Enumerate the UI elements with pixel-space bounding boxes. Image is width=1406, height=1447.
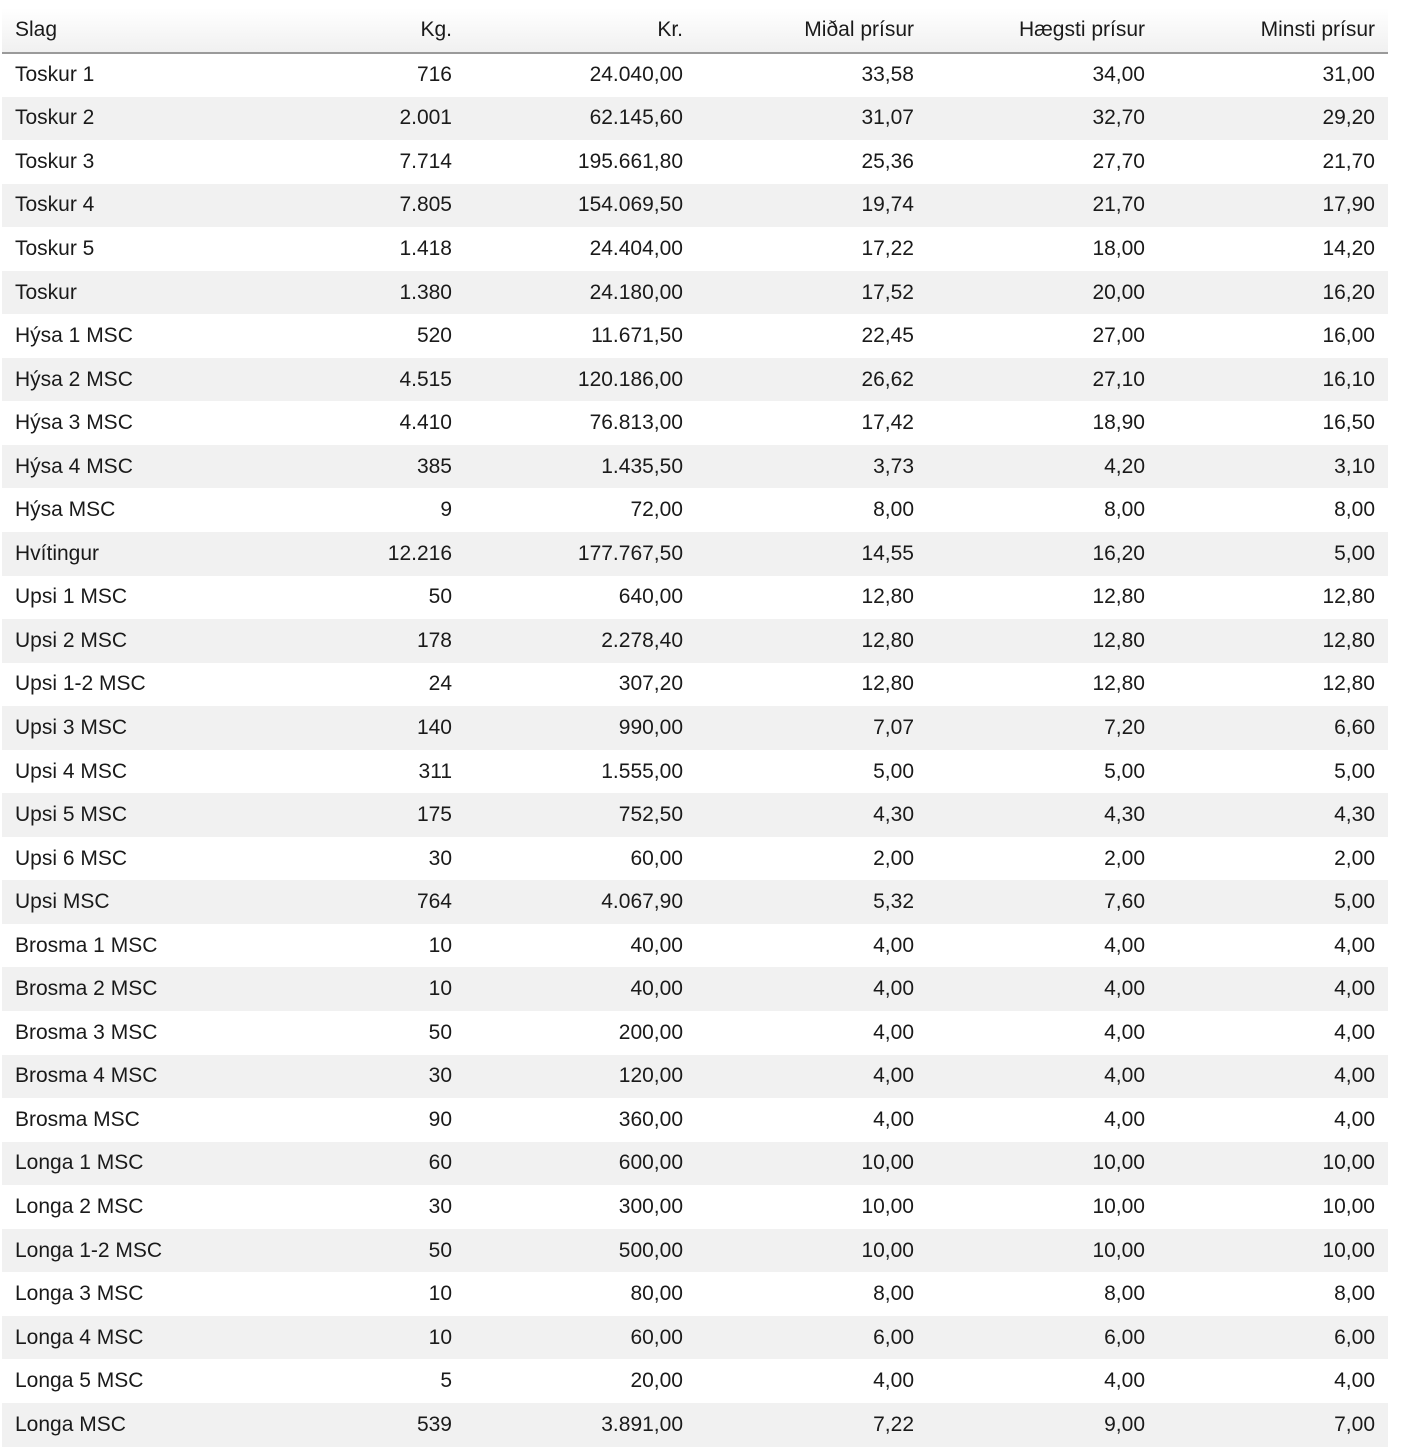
kg-cell: 2.001 bbox=[399, 106, 452, 130]
table-row bbox=[2, 1272, 1388, 1316]
highest-price-cell: 12,80 bbox=[1092, 672, 1145, 696]
table-row bbox=[2, 880, 1388, 924]
table-row bbox=[2, 619, 1388, 663]
species-cell: Hýsa 3 MSC bbox=[15, 411, 133, 435]
species-cell: Upsi 4 MSC bbox=[15, 759, 128, 783]
kg-cell: 50 bbox=[428, 585, 452, 609]
highest-price-cell: 21,70 bbox=[1092, 193, 1145, 217]
kr-cell: 72,00 bbox=[630, 498, 683, 522]
lowest-price-cell: 10,00 bbox=[1322, 1238, 1375, 1262]
table-row bbox=[2, 314, 1388, 358]
kr-cell: 24.404,00 bbox=[589, 236, 683, 260]
kg-cell: 140 bbox=[416, 715, 452, 739]
species-cell: Longa 5 MSC bbox=[15, 1369, 144, 1393]
kr-cell: 120.186,00 bbox=[577, 367, 683, 391]
lowest-price-cell: 4,30 bbox=[1334, 803, 1375, 827]
species-cell: Hýsa 2 MSC bbox=[15, 367, 133, 391]
kr-cell: 76.813,00 bbox=[589, 411, 683, 435]
average-price-cell: 22,45 bbox=[861, 324, 914, 348]
average-price-cell: 3,73 bbox=[873, 454, 914, 478]
column-header-kr[interactable]: Kr. bbox=[465, 8, 696, 53]
table-row bbox=[2, 1055, 1388, 1099]
species-cell: Upsi 3 MSC bbox=[15, 715, 128, 739]
lowest-price-cell: 5,00 bbox=[1334, 759, 1375, 783]
kr-cell: 24.040,00 bbox=[589, 63, 683, 87]
kg-cell: 10 bbox=[428, 933, 452, 957]
kg-cell: 12.216 bbox=[387, 541, 452, 565]
kg-cell: 50 bbox=[428, 1020, 452, 1044]
kr-cell: 752,50 bbox=[618, 803, 683, 827]
species-cell: Hýsa 4 MSC bbox=[15, 454, 133, 478]
table-row bbox=[2, 1011, 1388, 1055]
table-row bbox=[2, 924, 1388, 968]
lowest-price-cell: 4,00 bbox=[1334, 1369, 1375, 1393]
table-row bbox=[2, 750, 1388, 794]
kg-cell: 520 bbox=[416, 324, 452, 348]
kg-cell: 90 bbox=[428, 1107, 452, 1131]
average-price-cell: 4,00 bbox=[873, 1020, 914, 1044]
kr-cell: 2.278,40 bbox=[601, 628, 683, 652]
header-row bbox=[2, 8, 1388, 53]
kg-cell: 1.418 bbox=[399, 236, 452, 260]
table-row bbox=[2, 1316, 1388, 1360]
highest-price-cell: 12,80 bbox=[1092, 585, 1145, 609]
species-cell: Hýsa MSC bbox=[15, 498, 116, 522]
average-price-cell: 31,07 bbox=[861, 106, 914, 130]
species-cell: Toskur 5 bbox=[15, 236, 95, 260]
kr-cell: 360,00 bbox=[618, 1107, 683, 1131]
lowest-price-cell: 10,00 bbox=[1322, 1151, 1375, 1175]
lowest-price-cell: 14,20 bbox=[1322, 236, 1375, 260]
lowest-price-cell: 3,10 bbox=[1334, 454, 1375, 478]
kg-cell: 60 bbox=[428, 1151, 452, 1175]
kg-cell: 9 bbox=[440, 498, 452, 522]
average-price-cell: 4,30 bbox=[873, 803, 914, 827]
table-row bbox=[2, 184, 1388, 228]
kg-cell: 10 bbox=[428, 977, 452, 1001]
highest-price-cell: 20,00 bbox=[1092, 280, 1145, 304]
average-price-cell: 25,36 bbox=[861, 149, 914, 173]
kr-cell: 1.555,00 bbox=[601, 759, 683, 783]
lowest-price-cell: 4,00 bbox=[1334, 1020, 1375, 1044]
lowest-price-cell: 4,00 bbox=[1334, 1064, 1375, 1088]
table-row bbox=[2, 97, 1388, 141]
average-price-cell: 7,22 bbox=[873, 1412, 914, 1436]
kg-cell: 5 bbox=[440, 1369, 452, 1393]
species-cell: Toskur 3 bbox=[15, 149, 95, 173]
table-row bbox=[2, 1359, 1388, 1403]
kg-cell: 7.805 bbox=[399, 193, 452, 217]
kg-cell: 178 bbox=[416, 628, 452, 652]
highest-price-cell: 7,20 bbox=[1104, 715, 1145, 739]
lowest-price-cell: 16,20 bbox=[1322, 280, 1375, 304]
table-row bbox=[2, 445, 1388, 489]
lowest-price-cell: 16,00 bbox=[1322, 324, 1375, 348]
kg-cell: 175 bbox=[416, 803, 452, 827]
species-cell: Hvítingur bbox=[15, 541, 100, 565]
table-row bbox=[2, 837, 1388, 881]
highest-price-cell: 2,00 bbox=[1104, 846, 1145, 870]
price-table-container bbox=[2, 8, 1388, 1447]
kg-cell: 30 bbox=[428, 1194, 452, 1218]
highest-price-cell: 4,00 bbox=[1104, 1107, 1145, 1131]
highest-price-cell: 16,20 bbox=[1092, 541, 1145, 565]
species-cell: Upsi 1 MSC bbox=[15, 585, 128, 609]
kg-cell: 539 bbox=[416, 1412, 452, 1436]
kr-cell: 154.069,50 bbox=[577, 193, 683, 217]
kr-cell: 500,00 bbox=[618, 1238, 683, 1262]
kr-cell: 4.067,90 bbox=[601, 890, 683, 914]
highest-price-cell: 8,00 bbox=[1104, 498, 1145, 522]
species-cell: Upsi MSC bbox=[15, 890, 110, 914]
average-price-cell: 10,00 bbox=[861, 1238, 914, 1262]
average-price-cell: 14,55 bbox=[861, 541, 914, 565]
highest-price-cell: 4,00 bbox=[1104, 1369, 1145, 1393]
table-row bbox=[2, 488, 1388, 532]
highest-price-cell: 27,00 bbox=[1092, 324, 1145, 348]
kg-cell: 24 bbox=[428, 672, 452, 696]
species-cell: Longa 1-2 MSC bbox=[15, 1238, 163, 1262]
species-cell: Upsi 5 MSC bbox=[15, 803, 128, 827]
lowest-price-cell: 4,00 bbox=[1334, 1107, 1375, 1131]
lowest-price-cell: 16,10 bbox=[1322, 367, 1375, 391]
kr-cell: 600,00 bbox=[618, 1151, 683, 1175]
species-cell: Upsi 2 MSC bbox=[15, 628, 128, 652]
kg-cell: 311 bbox=[418, 759, 452, 783]
average-price-cell: 10,00 bbox=[861, 1194, 914, 1218]
kr-cell: 62.145,60 bbox=[589, 106, 683, 130]
species-cell: Toskur 1 bbox=[15, 63, 95, 87]
average-price-cell: 4,00 bbox=[873, 1369, 914, 1393]
table-row bbox=[2, 532, 1388, 576]
lowest-price-cell: 12,80 bbox=[1322, 585, 1375, 609]
species-cell: Longa 1 MSC bbox=[15, 1151, 144, 1175]
species-cell: Toskur 4 bbox=[15, 193, 95, 217]
average-price-cell: 12,80 bbox=[861, 628, 914, 652]
average-price-cell: 4,00 bbox=[873, 1107, 914, 1131]
kr-cell: 20,00 bbox=[630, 1369, 683, 1393]
highest-price-cell: 18,00 bbox=[1092, 236, 1145, 260]
average-price-cell: 8,00 bbox=[873, 498, 914, 522]
lowest-price-cell: 8,00 bbox=[1334, 1282, 1375, 1306]
average-price-cell: 6,00 bbox=[873, 1325, 914, 1349]
lowest-price-cell: 8,00 bbox=[1334, 498, 1375, 522]
species-cell: Upsi 1-2 MSC bbox=[15, 672, 146, 696]
highest-price-cell: 4,00 bbox=[1104, 1020, 1145, 1044]
table-row bbox=[2, 663, 1388, 707]
kr-cell: 24.180,00 bbox=[589, 280, 683, 304]
kr-cell: 990,00 bbox=[618, 715, 683, 739]
highest-price-cell: 32,70 bbox=[1092, 106, 1145, 130]
species-cell: Brosma 1 MSC bbox=[15, 933, 158, 957]
species-cell: Longa MSC bbox=[15, 1412, 126, 1436]
table-row bbox=[2, 793, 1388, 837]
highest-price-cell: 10,00 bbox=[1092, 1238, 1145, 1262]
average-price-cell: 5,00 bbox=[873, 759, 914, 783]
lowest-price-cell: 10,00 bbox=[1322, 1194, 1375, 1218]
highest-price-cell: 7,60 bbox=[1104, 890, 1145, 914]
table-row bbox=[2, 1185, 1388, 1229]
column-header-slag[interactable]: Slag bbox=[2, 8, 222, 53]
kr-cell: 40,00 bbox=[630, 933, 683, 957]
kg-cell: 10 bbox=[428, 1325, 452, 1349]
column-header-highest-price[interactable]: Hægsti prísur bbox=[927, 8, 1158, 53]
average-price-cell: 33,58 bbox=[861, 63, 914, 87]
highest-price-cell: 8,00 bbox=[1104, 1282, 1145, 1306]
highest-price-cell: 12,80 bbox=[1092, 628, 1145, 652]
kr-cell: 11.671,50 bbox=[591, 324, 683, 348]
kg-cell: 764 bbox=[416, 890, 452, 914]
lowest-price-cell: 16,50 bbox=[1322, 411, 1375, 435]
column-header-kg[interactable]: Kg. bbox=[222, 8, 465, 53]
kg-cell: 50 bbox=[428, 1238, 452, 1262]
highest-price-cell: 34,00 bbox=[1092, 63, 1145, 87]
species-cell: Brosma MSC bbox=[15, 1107, 140, 1131]
species-cell: Toskur bbox=[15, 280, 77, 304]
kr-cell: 60,00 bbox=[630, 846, 683, 870]
highest-price-cell: 5,00 bbox=[1104, 759, 1145, 783]
column-header-average-price[interactable]: Miðal prísur bbox=[696, 8, 927, 53]
lowest-price-cell: 29,20 bbox=[1322, 106, 1375, 130]
highest-price-cell: 10,00 bbox=[1092, 1151, 1145, 1175]
average-price-cell: 4,00 bbox=[873, 933, 914, 957]
average-price-cell: 10,00 bbox=[861, 1151, 914, 1175]
average-price-cell: 7,07 bbox=[873, 715, 914, 739]
table-row bbox=[2, 1229, 1388, 1273]
kg-cell: 4.515 bbox=[399, 367, 452, 391]
table-row bbox=[2, 1142, 1388, 1186]
average-price-cell: 2,00 bbox=[873, 846, 914, 870]
kr-cell: 195.661,80 bbox=[577, 149, 683, 173]
table-row bbox=[2, 53, 1388, 97]
column-header-lowest-price[interactable]: Minsti prísur bbox=[1158, 8, 1388, 53]
average-price-cell: 4,00 bbox=[873, 977, 914, 1001]
lowest-price-cell: 12,80 bbox=[1322, 672, 1375, 696]
average-price-cell: 12,80 bbox=[861, 672, 914, 696]
highest-price-cell: 27,70 bbox=[1092, 149, 1145, 173]
price-table bbox=[2, 8, 1388, 1447]
highest-price-cell: 18,90 bbox=[1092, 411, 1145, 435]
lowest-price-cell: 6,60 bbox=[1334, 715, 1375, 739]
lowest-price-cell: 31,00 bbox=[1322, 63, 1375, 87]
kg-cell: 1.380 bbox=[399, 280, 452, 304]
species-cell: Toskur 2 bbox=[15, 106, 95, 130]
kr-cell: 120,00 bbox=[618, 1064, 683, 1088]
kg-cell: 30 bbox=[428, 1064, 452, 1088]
kr-cell: 640,00 bbox=[618, 585, 683, 609]
species-cell: Longa 3 MSC bbox=[15, 1282, 144, 1306]
species-cell: Hýsa 1 MSC bbox=[15, 324, 133, 348]
average-price-cell: 17,22 bbox=[861, 236, 914, 260]
highest-price-cell: 4,00 bbox=[1104, 977, 1145, 1001]
highest-price-cell: 27,10 bbox=[1092, 367, 1145, 391]
species-cell: Brosma 2 MSC bbox=[15, 977, 158, 1001]
kr-cell: 300,00 bbox=[618, 1194, 683, 1218]
lowest-price-cell: 21,70 bbox=[1322, 149, 1375, 173]
kr-cell: 307,20 bbox=[618, 672, 683, 696]
lowest-price-cell: 4,00 bbox=[1334, 977, 1375, 1001]
average-price-cell: 12,80 bbox=[861, 585, 914, 609]
highest-price-cell: 10,00 bbox=[1092, 1194, 1145, 1218]
highest-price-cell: 9,00 bbox=[1104, 1412, 1145, 1436]
table-row bbox=[2, 401, 1388, 445]
species-cell: Brosma 4 MSC bbox=[15, 1064, 158, 1088]
species-cell: Longa 4 MSC bbox=[15, 1325, 144, 1349]
average-price-cell: 8,00 bbox=[873, 1282, 914, 1306]
kg-cell: 10 bbox=[428, 1282, 452, 1306]
kg-cell: 30 bbox=[428, 846, 452, 870]
table-header bbox=[2, 8, 1388, 53]
lowest-price-cell: 5,00 bbox=[1334, 541, 1375, 565]
highest-price-cell: 4,30 bbox=[1104, 803, 1145, 827]
highest-price-cell: 4,20 bbox=[1104, 454, 1145, 478]
average-price-cell: 4,00 bbox=[873, 1064, 914, 1088]
kg-cell: 716 bbox=[416, 63, 452, 87]
kg-cell: 385 bbox=[416, 454, 452, 478]
table-row bbox=[2, 227, 1388, 271]
table-row bbox=[2, 1098, 1388, 1142]
average-price-cell: 17,42 bbox=[861, 411, 914, 435]
kr-cell: 3.891,00 bbox=[601, 1412, 683, 1436]
average-price-cell: 26,62 bbox=[861, 367, 914, 391]
kr-cell: 40,00 bbox=[630, 977, 683, 1001]
table-row bbox=[2, 706, 1388, 750]
lowest-price-cell: 2,00 bbox=[1334, 846, 1375, 870]
lowest-price-cell: 12,80 bbox=[1322, 628, 1375, 652]
kr-cell: 177.767,50 bbox=[577, 541, 683, 565]
highest-price-cell: 6,00 bbox=[1104, 1325, 1145, 1349]
lowest-price-cell: 4,00 bbox=[1334, 933, 1375, 957]
species-cell: Upsi 6 MSC bbox=[15, 846, 128, 870]
species-cell: Brosma 3 MSC bbox=[15, 1020, 158, 1044]
lowest-price-cell: 6,00 bbox=[1334, 1325, 1375, 1349]
species-cell: Longa 2 MSC bbox=[15, 1194, 144, 1218]
kr-cell: 200,00 bbox=[618, 1020, 683, 1044]
kg-cell: 4.410 bbox=[399, 411, 452, 435]
table-row bbox=[2, 967, 1388, 1011]
lowest-price-cell: 17,90 bbox=[1322, 193, 1375, 217]
table-row bbox=[2, 271, 1388, 315]
table-row bbox=[2, 358, 1388, 402]
lowest-price-cell: 5,00 bbox=[1334, 890, 1375, 914]
kr-cell: 60,00 bbox=[630, 1325, 683, 1349]
highest-price-cell: 4,00 bbox=[1104, 933, 1145, 957]
average-price-cell: 17,52 bbox=[861, 280, 914, 304]
lowest-price-cell: 7,00 bbox=[1334, 1412, 1375, 1436]
highest-price-cell: 4,00 bbox=[1104, 1064, 1145, 1088]
table-body bbox=[2, 53, 1388, 1447]
table-row bbox=[2, 140, 1388, 184]
kr-cell: 80,00 bbox=[630, 1282, 683, 1306]
kg-cell: 7.714 bbox=[399, 149, 452, 173]
average-price-cell: 5,32 bbox=[873, 890, 914, 914]
table-row bbox=[2, 576, 1388, 620]
average-price-cell: 19,74 bbox=[861, 193, 914, 217]
kr-cell: 1.435,50 bbox=[601, 454, 683, 478]
